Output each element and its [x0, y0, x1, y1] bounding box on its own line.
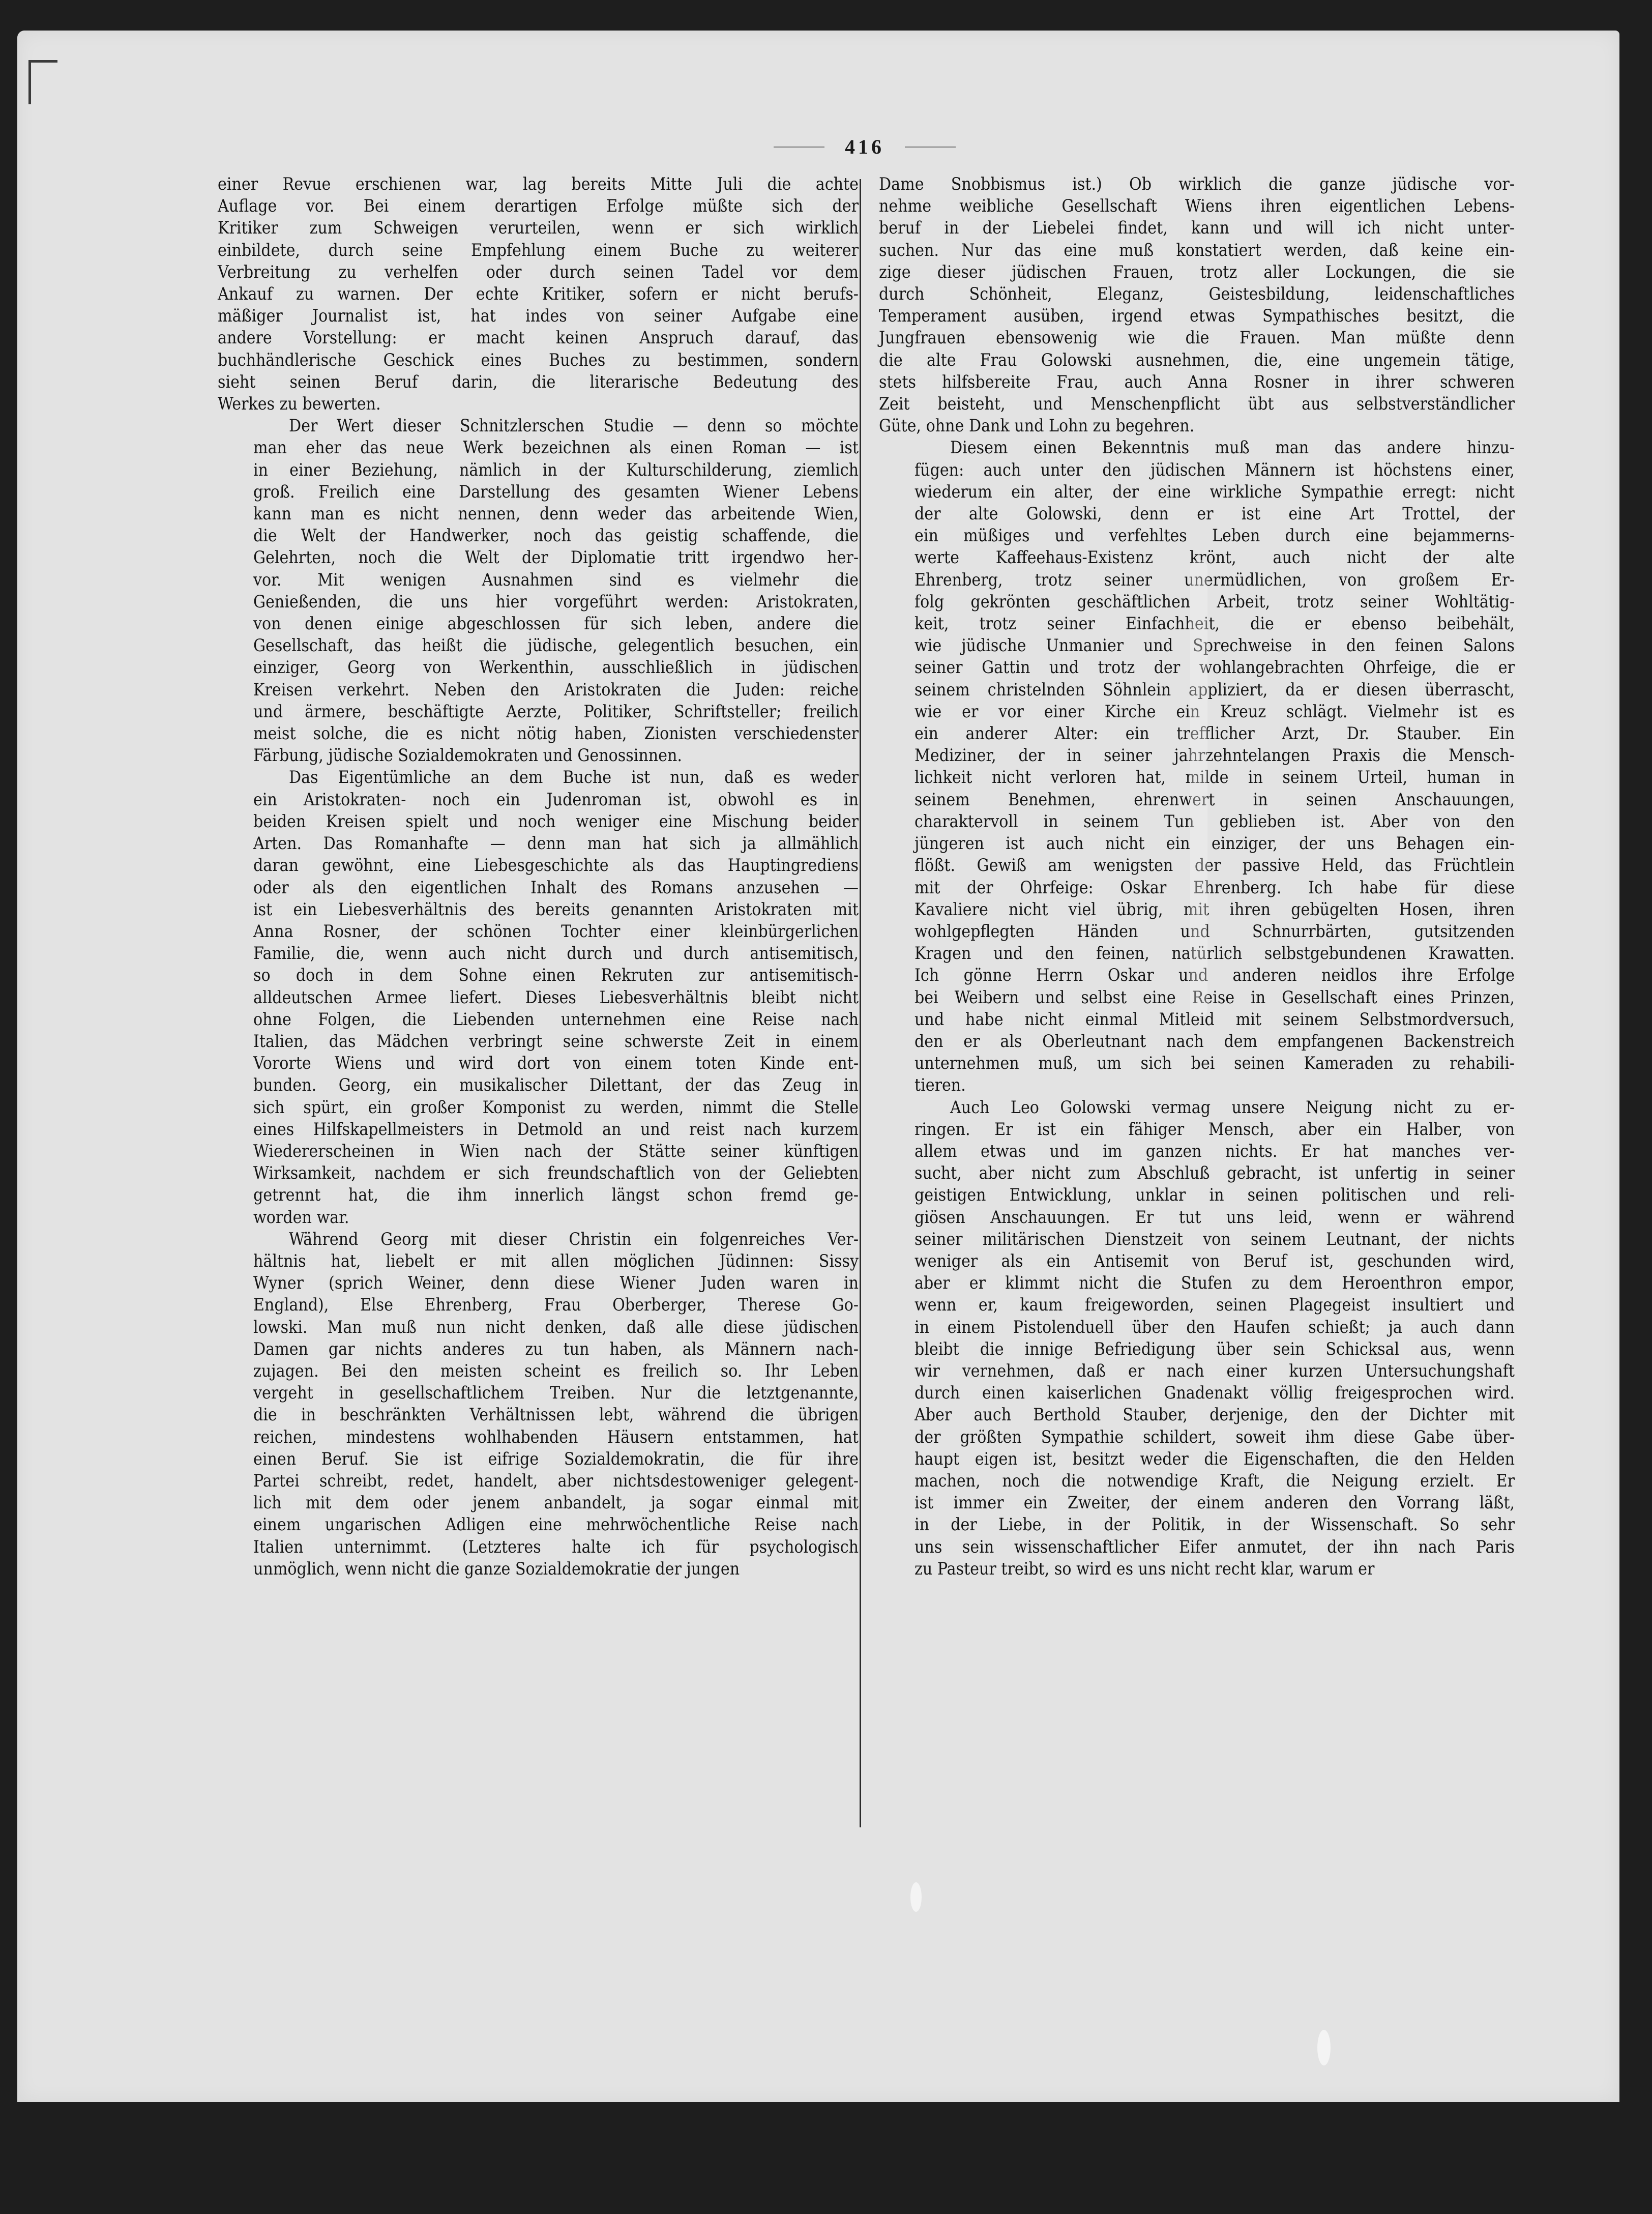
text-line: mit der Ohrfeige: Oskar Ehrenberg. Ich habe für diese: [914, 877, 1515, 897]
left-column: [218, 173, 859, 1580]
text-line: ein müßiges und verfehltes Leben durch eine bejammerns-: [914, 526, 1515, 546]
text-line: buchhändlerische Geschick eines Buches zu bestimmen, sondern: [218, 349, 859, 370]
text-line: eines Hilfskapellmeisters in Detmold an und reist nach kurzem: [253, 1119, 859, 1139]
text-line: charaktervoll in seinem Tun geblieben ist. Aber von den: [914, 811, 1515, 831]
text-line: bleibt die innige Befriedigung über sein Schicksal aus, wenn: [914, 1338, 1515, 1359]
paragraph: [879, 173, 1515, 436]
text-line: unternehmen muß, um sich bei seinen Kameraden zu rehabili-: [914, 1053, 1515, 1073]
text-line: einbildete, durch seine Empfehlung einem Buche zu weiterer: [218, 240, 859, 260]
text-line: Dame Snobbismus ist.) Ob wirklich die ganze jüdische vor-: [879, 174, 1515, 194]
text-line: seinem Benehmen, ehrenwert in seinen Anschauungen,: [914, 789, 1515, 809]
text-line: folg gekrönten geschäftlichen Arbeit, trotz seiner Wohltätig-: [914, 591, 1515, 611]
text-line: uns sein wissenschaftlicher Eifer anmutet, der ihn nach Paris: [914, 1536, 1515, 1557]
text-line: zige dieser jüdischen Frauen, trotz aller Lockungen, die sie: [879, 261, 1515, 282]
text-line: Damen gar nichts anderes zu tun haben, als Männern nach-: [253, 1338, 859, 1359]
text-line: zujagen. Bei den meisten scheint es freilich so. Ihr Leben: [253, 1360, 859, 1381]
text-line: die in beschränkten Verhältnissen lebt, während die übrigen: [253, 1405, 859, 1425]
text-line: ohne Folgen, die Liebenden unternehmen eine Reise nach: [253, 1009, 859, 1029]
text-line: beruf in der Liebelei findet, kann und will ich nicht unter-: [879, 218, 1515, 238]
text-line: alldeutschen Armee liefert. Dieses Liebesverhältnis bleibt nicht: [253, 987, 859, 1007]
text-line: sucht, aber nicht zum Abschluß gebracht, ist unfertig in seiner: [914, 1163, 1515, 1183]
text-line: Wyner (sprich Weiner, denn diese Wiener Juden waren in: [253, 1273, 859, 1293]
text-line: Anna Rosner, der schönen Tochter einer kleinbürgerlichen: [253, 921, 859, 941]
text-line: Kragen und den feinen, natürlich selbstgebundenen Krawatten.: [914, 943, 1515, 964]
text-line: Familie, die, wenn auch nicht durch und durch antisemitisch,: [253, 943, 859, 964]
text-line: Werkes zu bewerten.: [218, 394, 381, 414]
text-line: kann man es nicht nennen, denn weder das arbeitende Wien,: [253, 504, 859, 524]
text-line: meist solche, die es nicht nötig haben, Zionisten verschiedenster: [253, 723, 859, 744]
text-line: Italien, das Mädchen verbringt seine schwerste Zeit in einem: [253, 1031, 859, 1051]
text-line: Während Georg mit dieser Christin ein folgenreiches Ver-: [289, 1229, 859, 1249]
text-line: mäßiger Journalist ist, hat indes von seiner Aufgabe eine: [218, 306, 859, 326]
text-line: Jungfrauen ebensowenig wie die Frauen. Man müßte denn: [879, 328, 1515, 348]
text-line: jüngeren ist auch nicht ein einziger, der uns Behagen ein-: [914, 833, 1515, 854]
text-line: Temperament ausüben, irgend etwas Sympathisches besitzt, die: [879, 306, 1515, 326]
text-line: einer Revue erschienen war, lag bereits Mitte Juli die achte: [218, 174, 859, 194]
paragraph: [218, 1228, 859, 1580]
text-line: andere Vorstellung: er macht keinen Anspruch darauf, das: [218, 328, 859, 348]
text-line: der größten Sympathie schildert, soweit ihm diese Gabe über-: [914, 1426, 1515, 1447]
text-line: wie jüdische Unmanier und Sprechweise in den feinen Salons: [914, 635, 1515, 656]
text-line: lich mit dem oder jenem anbandelt, ja sogar einmal mit: [253, 1493, 859, 1513]
text-line: ein anderer Alter: ein trefflicher Arzt, Dr. Stauber. Ein: [914, 723, 1515, 744]
text-line: Der Wert dieser Schnitzlerschen Studie — denn so möchte: [289, 416, 859, 436]
text-line: vor. Mit wenigen Ausnahmen sind es vielmehr die: [253, 569, 859, 590]
text-line: Auch Leo Golowski vermag unsere Neigung nicht zu er-: [950, 1097, 1515, 1117]
text-line: Färbung, jüdische Sozialdemokraten und Genossinnen.: [253, 745, 682, 766]
paragraph: [879, 1096, 1515, 1580]
text-line: Italien unternimmt. (Letzteres halte ich für psychologisch: [253, 1536, 859, 1557]
page-header: [738, 135, 992, 159]
text-line: England), Else Ehrenberg, Frau Oberberger, Therese Go-: [253, 1295, 859, 1315]
text-line: wie er vor einer Kirche ein Kreuz schlägt. Vielmehr ist es: [914, 701, 1515, 721]
scan-artifact: [1190, 560, 1207, 1017]
text-line: oder als den eigentlichen Inhalt des Romans anzusehen —: [253, 877, 859, 897]
text-line: sich spürt, ein großer Komponist zu werden, nimmt die Stelle: [253, 1097, 859, 1117]
paragraph: [218, 173, 859, 415]
text-line: ist immer ein Zweiter, der einem anderen den Vorrang läßt,: [914, 1493, 1515, 1513]
text-line: suchen. Nur das eine muß konstatiert werden, daß keine ein-: [879, 240, 1515, 260]
text-line: Ehrenberg, trotz seiner unermüdlichen, von großem Er-: [914, 569, 1515, 590]
text-line: seinem christelnden Söhnlein appliziert, da er diesen überrascht,: [914, 679, 1515, 700]
text-line: beiden Kreisen spielt und noch weniger eine Mischung beider: [253, 811, 859, 831]
text-line: der alte Golowski, denn er ist eine Art Trottel, der: [914, 504, 1515, 524]
text-line: und habe nicht einmal Mitleid mit seinem Selbstmordversuch,: [914, 1009, 1515, 1029]
text-line: giösen Anschauungen. Er tut uns leid, wenn er während: [914, 1207, 1515, 1227]
text-line: die alte Frau Golowski ausnehmen, die, eine ungemein tätige,: [879, 349, 1515, 370]
text-line: weniger als ein Antisemit von Beruf ist, geschunden wird,: [914, 1250, 1515, 1271]
text-line: durch Schönheit, Eleganz, Geistesbildung, leidenschaftliches: [879, 284, 1515, 304]
text-line: Zeit beisteht, und Menschenpflicht übt aus selbstverständlicher: [879, 394, 1515, 414]
text-line: ein Aristokraten- noch ein Judenroman ist, obwohl es in: [253, 789, 859, 809]
text-line: zu Pasteur treibt, so wird es uns nicht recht klar, warum er: [914, 1558, 1375, 1579]
text-line: Das Eigentümliche an dem Buche ist nun, daß es weder: [289, 767, 859, 788]
text-line: den er als Oberleutnant nach dem empfangenen Backenstreich: [914, 1031, 1515, 1051]
paragraph: [218, 766, 859, 1228]
text-line: vergeht in gesellschaftlichem Treiben. Nur die letztgenannte,: [253, 1383, 859, 1403]
text-line: worden war.: [253, 1207, 349, 1227]
text-line: einen Beruf. Sie ist eifrige Sozialdemokratin, die für ihre: [253, 1448, 859, 1469]
text-line: getrennt hat, die ihm innerlich längst schon fremd ge-: [253, 1185, 859, 1205]
text-line: Partei schreibt, redet, handelt, aber nichtsdestoweniger gelegent-: [253, 1470, 859, 1491]
text-line: wiederum ein alter, der eine wirkliche Sympathie erregt: nicht: [914, 481, 1515, 502]
text-line: die Welt der Handwerker, noch das geistig schaffende, die: [253, 526, 859, 546]
text-line: Mediziner, der in seiner jahrzehntelangen Praxis die Mensch-: [914, 745, 1515, 766]
text-line: stets hilfsbereite Frau, auch Anna Rosner in ihrer schweren: [879, 371, 1515, 392]
text-line: in einer Beziehung, nämlich in der Kulturschilderung, ziemlich: [253, 459, 859, 480]
text-line: Gesellschaft, das heißt die jüdische, gelegentlich besuchen, ein: [253, 635, 859, 656]
text-line: Wirksamkeit, nachdem er sich freundschaftlich von der Geliebten: [253, 1163, 859, 1183]
text-line: bunden. Georg, ein musikalischer Dilettant, der das Zeug in: [253, 1075, 859, 1095]
text-line: Auflage vor. Bei einem derartigen Erfolge müßte sich der: [218, 196, 859, 216]
text-line: wir vernehmen, daß er nach einer kurzen Untersuchungshaft: [914, 1360, 1515, 1381]
text-line: tieren.: [914, 1075, 966, 1095]
text-line: aber er klimmt nicht die Stufen zu dem Heroenthron empor,: [914, 1273, 1515, 1293]
text-line: Verbreitung zu verhelfen oder durch seinen Tadel vor dem: [218, 261, 859, 282]
paragraph: [218, 415, 859, 766]
text-line: unmöglich, wenn nicht die ganze Sozialdemokratie der jungen: [253, 1558, 740, 1579]
text-line: Arten. Das Romanhafte — denn man hat sich ja allmählich: [253, 833, 859, 854]
text-line: lowski. Man muß nun nicht denken, daß alle diese jüdischen: [253, 1317, 859, 1337]
text-line: wenn er, kaum freigeworden, seinen Plagegeist insultiert und: [914, 1295, 1515, 1315]
scan-artifact: [1317, 2030, 1331, 2065]
text-line: von denen einige abgeschlossen für sich leben, andere die: [253, 614, 859, 634]
text-line: Kavaliere nicht viel übrig, mit ihren gebügelten Hosen, ihren: [914, 899, 1515, 919]
scan-artifact: [910, 1882, 922, 1912]
text-line: groß. Freilich eine Darstellung des gesamten Wiener Lebens: [253, 481, 859, 502]
text-line: fügen: auch unter den jüdischen Männern ist höchstens einer,: [914, 459, 1515, 480]
text-line: in der Liebe, in der Politik, in der Wissenschaft. So sehr: [914, 1514, 1515, 1535]
text-line: und ärmere, beschäftigte Aerzte, Politiker, Schriftsteller; freilich: [253, 701, 859, 721]
text-line: in einem Pistolenduell über den Haufen schießt; ja auch dann: [914, 1317, 1515, 1337]
text-line: Genießenden, die uns hier vorgeführt werden: Aristokraten,: [253, 591, 859, 611]
text-line: einem ungarischen Adligen eine mehrwöchentliche Reise nach: [253, 1514, 859, 1535]
text-line: werte Kaffeehaus-Existenz krönt, auch nicht der alte: [914, 547, 1515, 568]
text-line: machen, noch die notwendige Kraft, die Neigung erzielt. Er: [914, 1470, 1515, 1491]
text-line: keit, trotz seiner Einfachheit, die er ebenso beibehält,: [914, 614, 1515, 634]
crop-mark: [28, 60, 57, 104]
text-line: einziger, Georg von Werkenthin, ausschließlich in jüdischen: [253, 657, 859, 678]
text-line: Kreisen verkehrt. Neben den Aristokraten die Juden: reiche: [253, 679, 859, 700]
text-line: allem etwas und im ganzen nichts. Er hat manches ver-: [914, 1141, 1515, 1161]
text-line: Diesem einen Bekenntnis muß man das andere hinzu-: [950, 438, 1515, 458]
text-line: Ich gönne Herrn Oskar und anderen neidlos ihre Erfolge: [914, 965, 1515, 985]
header-rule-right: [905, 147, 956, 148]
text-line: reichen, mindestens wohlhabenden Häusern entstammen, hat: [253, 1426, 859, 1447]
text-line: Ankauf zu warnen. Der echte Kritiker, sofern er nicht berufs-: [218, 284, 859, 304]
text-line: bei Weibern und selbst eine Reise in Gesellschaft eines Prinzen,: [914, 987, 1515, 1007]
text-line: Kritiker zum Schweigen verurteilen, wenn er sich wirklich: [218, 218, 859, 238]
text-line: Gelehrten, noch die Welt der Diplomatie tritt irgendwo her-: [253, 547, 859, 568]
text-line: Vororte Wiens und wird dort von einem toten Kinde ent-: [253, 1053, 859, 1073]
text-line: seiner militärischen Dienstzeit von seinem Leutnant, der nichts: [914, 1229, 1515, 1249]
text-line: flößt. Gewiß am wenigsten der passive Held, das Früchtlein: [914, 855, 1515, 876]
text-line: man eher das neue Werk bezeichnen als einen Roman — ist: [253, 438, 859, 458]
text-line: geistigen Entwicklung, unklar in seinen politischen und reli-: [914, 1185, 1515, 1205]
header-rule-left: [774, 147, 824, 148]
text-line: hältnis hat, liebelt er mit allen möglichen Jüdinnen: Sissy: [253, 1250, 859, 1271]
text-line: Wiedererscheinen in Wien nach der Stätte seiner künftigen: [253, 1141, 859, 1161]
text-line: durch einen kaiserlichen Gnadenakt völlig freigesprochen wird.: [914, 1383, 1515, 1403]
text-line: nehme weibliche Gesellschaft Wiens ihren eigentlichen Lebens-: [879, 196, 1515, 216]
text-line: Güte, ohne Dank und Lohn zu begehren.: [879, 416, 1195, 436]
text-line: haupt eigen ist, besitzt weder die Eigenschaften, die den Helden: [914, 1448, 1515, 1469]
text-line: lichkeit nicht verloren hat, milde in seinem Urteil, human in: [914, 767, 1515, 788]
page-number: 416: [845, 135, 884, 158]
text-line: daran gewöhnt, eine Liebesgeschichte als das Hauptingrediens: [253, 855, 859, 876]
text-line: ringen. Er ist ein fähiger Mensch, aber ein Halber, von: [914, 1119, 1515, 1139]
text-line: ist ein Liebesverhältnis des bereits genannten Aristokraten mit: [253, 899, 859, 919]
text-line: seiner Gattin und trotz der wohlangebrachten Ohrfeige, die er: [914, 657, 1515, 678]
text-line: sieht seinen Beruf darin, die literarische Bedeutung des: [218, 371, 859, 392]
column-divider: [860, 179, 861, 1827]
text-line: wohlgepflegten Händen und Schnurrbärten, gutsitzenden: [914, 921, 1515, 941]
text-line: so doch in dem Sohne einen Rekruten zur antisemitisch-: [253, 965, 859, 985]
text-line: Aber auch Berthold Stauber, derjenige, den der Dichter mit: [914, 1405, 1515, 1425]
